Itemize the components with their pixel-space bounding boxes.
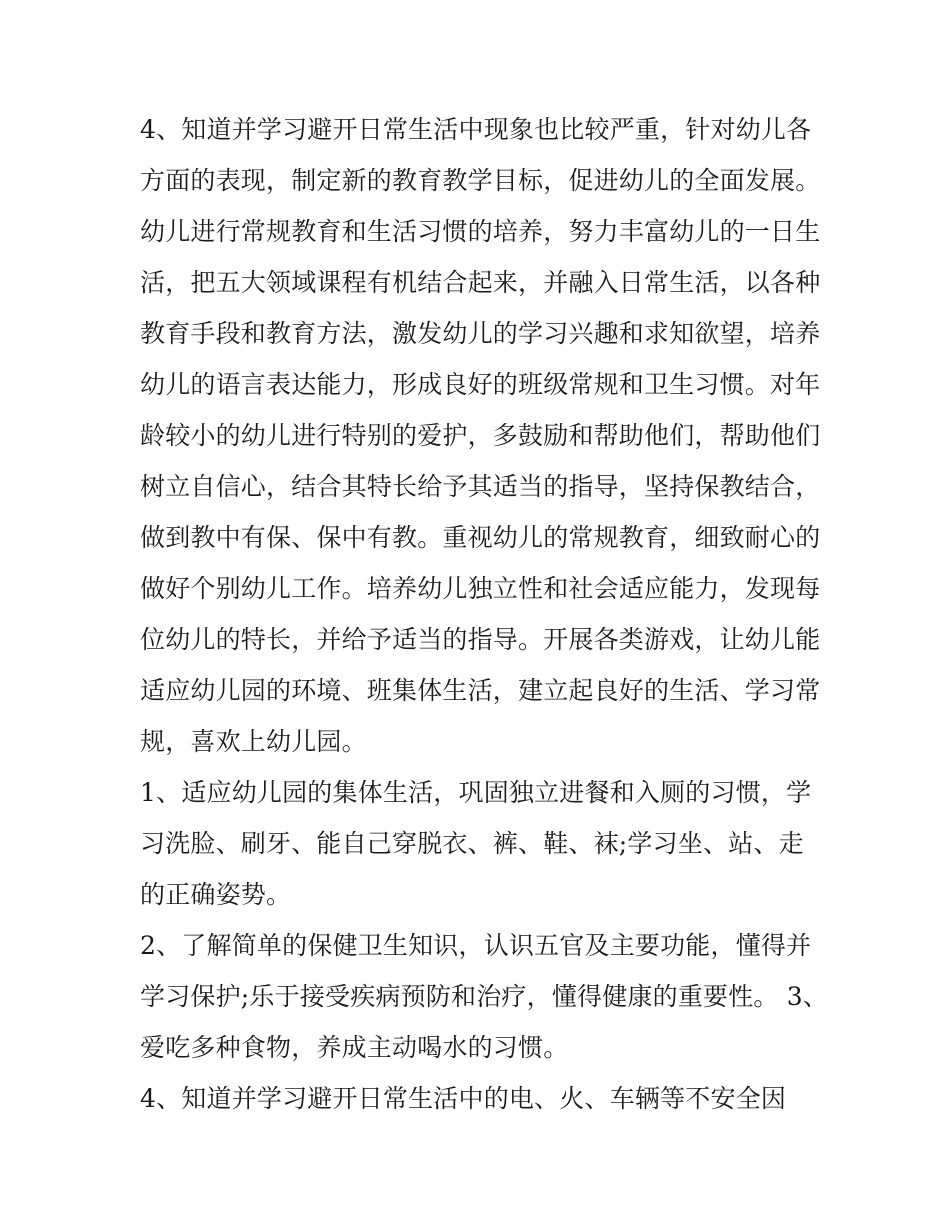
text-line: 龄较小的幼儿进行特别的爱护，多鼓励和帮助他们，帮助他们 bbox=[140, 421, 821, 450]
text-line: 教育手段和教育方法，激发幼儿的学习兴趣和求知欲望，培养 bbox=[140, 319, 821, 348]
text-line: 幼儿进行常规教育和生活习惯的培养，努力丰富幼儿的一日生 bbox=[140, 217, 821, 246]
text-line: 习洗脸、刷牙、能自己穿脱衣、裤、鞋、袜;学习坐、站、走 bbox=[140, 829, 804, 858]
text-line: 爱吃多种食物，养成主动喝水的习惯。 bbox=[140, 1033, 569, 1062]
text-line: 活，把五大领域课程有机结合起来，并融入日常生活，以各种 bbox=[140, 268, 821, 297]
text-line: 适应幼儿园的环境、班集体生活，建立起良好的生活、学习常 bbox=[140, 676, 821, 705]
text-line: 1、适应幼儿园的集体生活，巩固独立进餐和入厕的习惯，学 bbox=[140, 778, 812, 807]
text-line: 的正确姿势。 bbox=[140, 880, 292, 909]
text-line: 幼儿的语言表达能力，形成良好的班级常规和卫生习惯。对年 bbox=[140, 370, 821, 399]
text-line: 方面的表现，制定新的教育教学目标，促进幼儿的全面发展。 bbox=[140, 166, 821, 195]
text-line: 4、知道并学习避开日常生活中现象也比较严重，针对幼儿各 bbox=[140, 115, 812, 144]
text-line: 树立自信心，结合其特长给予其适当的指导，坚持保教结合， bbox=[140, 472, 821, 501]
text-line: 位幼儿的特长，并给予适当的指导。开展各类游戏，让幼儿能 bbox=[140, 625, 821, 654]
text-line: 做好个别幼儿工作。培养幼儿独立性和社会适应能力，发现每 bbox=[140, 574, 821, 603]
text-line: 4、知道并学习避开日常生活中的电、火、车辆等不安全因 bbox=[140, 1084, 787, 1113]
text-line: 规，喜欢上幼儿园。 bbox=[140, 727, 367, 756]
text-line: 学习保护;乐于接受疾病预防和治疗，懂得健康的重要性。 3、 bbox=[140, 982, 829, 1011]
text-line: 做到教中有保、保中有教。重视幼儿的常规教育，细致耐心的 bbox=[140, 523, 821, 552]
text-line: 2、了解简单的保健卫生知识，认识五官及主要功能，懂得并 bbox=[140, 931, 812, 960]
